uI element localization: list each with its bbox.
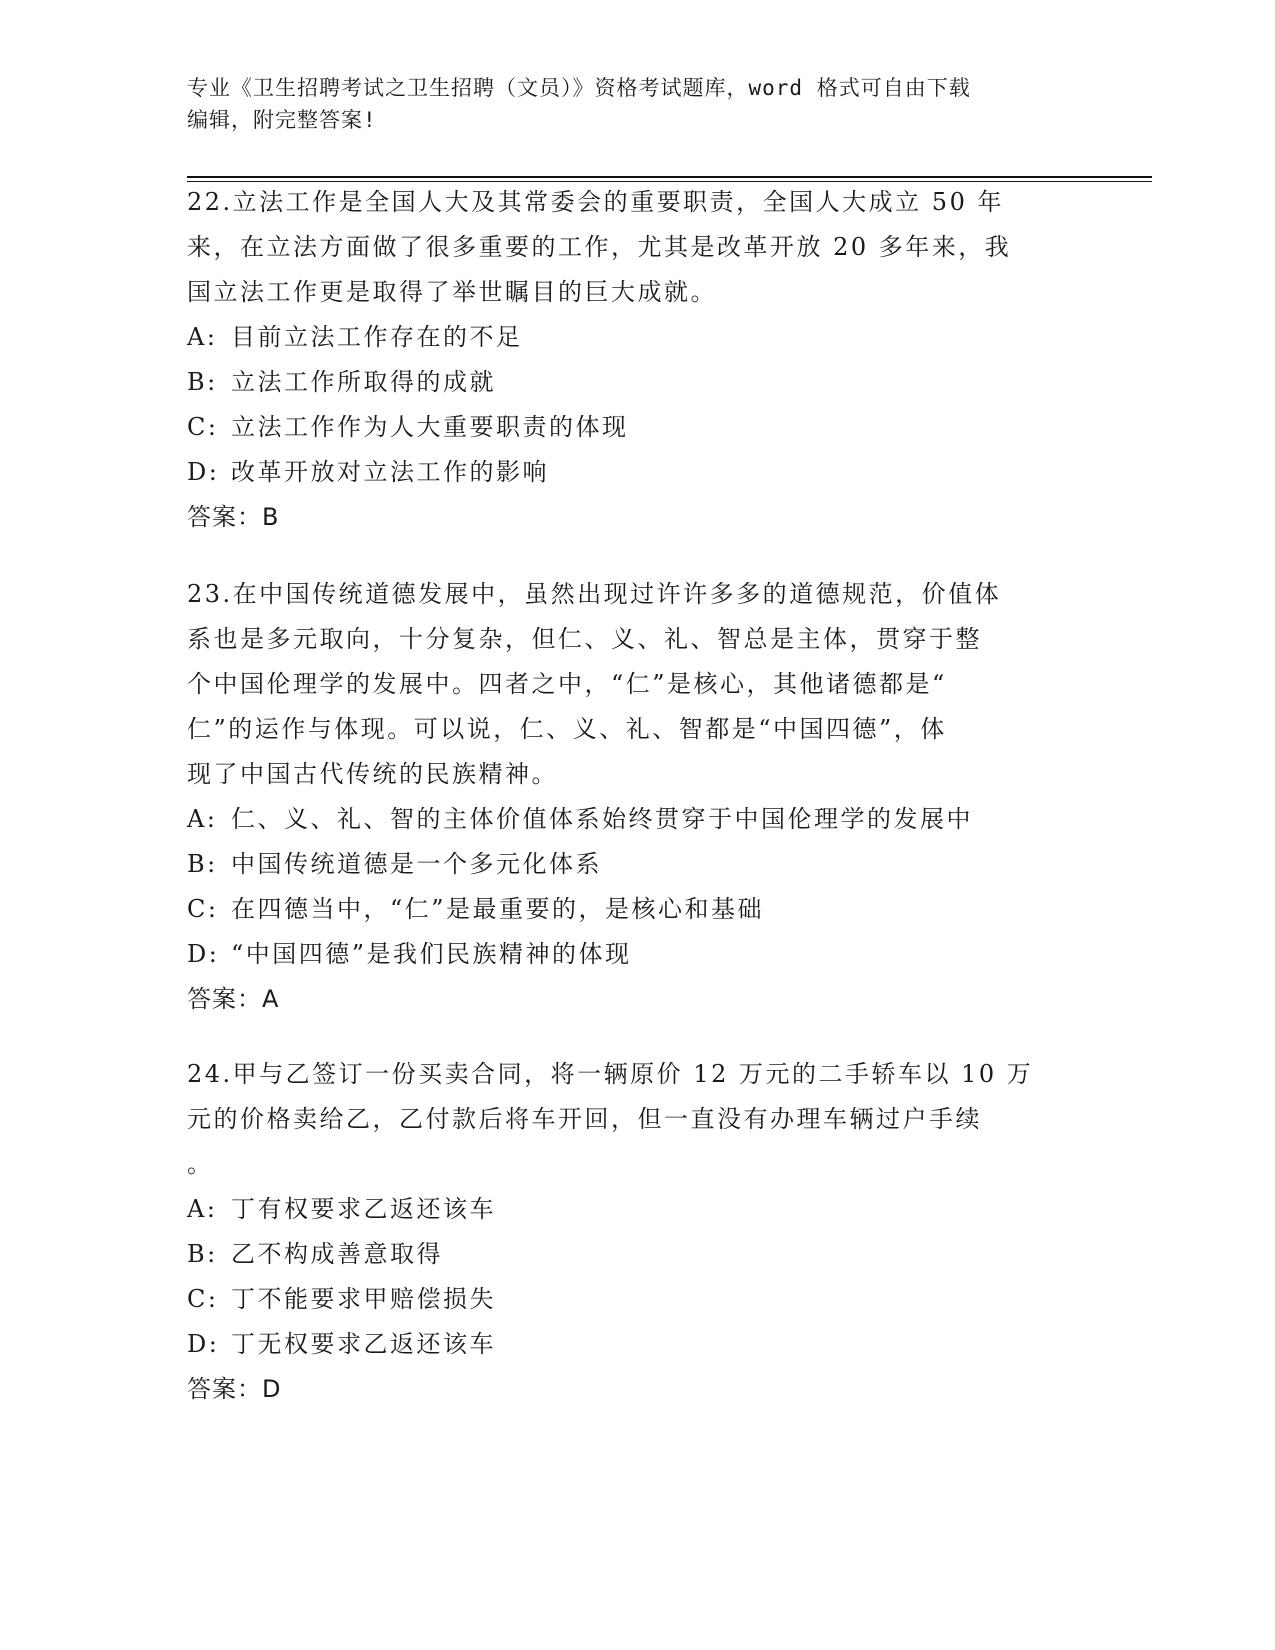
stem-line: 24.甲与乙签订一份买卖合同，将一辆原价 12 万元的二手轿车以 10 万 bbox=[187, 1060, 1034, 1088]
option-text: 乙不构成善意取得 bbox=[231, 1240, 443, 1268]
option-b bbox=[187, 360, 1087, 405]
option-d bbox=[187, 932, 1087, 977]
document-header bbox=[187, 72, 1087, 136]
question-stem bbox=[187, 180, 1087, 315]
stem-line: 现了中国古代传统的民族精神。 bbox=[187, 760, 558, 788]
option-text: “中国四德”是我们民族精神的体现 bbox=[231, 940, 632, 968]
question-23 bbox=[187, 572, 1087, 1022]
option-letter: D: bbox=[187, 1330, 220, 1358]
option-b bbox=[187, 842, 1087, 887]
option-a bbox=[187, 315, 1087, 360]
stem-line: 仁”的运作与体现。可以说，仁、义、礼、智都是“中国四德”，体 bbox=[187, 715, 947, 743]
option-letter: D: bbox=[187, 458, 220, 486]
stem-line: 23.在中国传统道德发展中，虽然出现过许许多多的道德规范，价值体 bbox=[187, 580, 1002, 608]
stem-line: 来，在立法方面做了很多重要的工作，尤其是改革开放 20 多年来，我 bbox=[187, 233, 1012, 261]
option-text: 目前立法工作存在的不足 bbox=[231, 323, 523, 351]
option-text: 改革开放对立法工作的影响 bbox=[231, 458, 549, 486]
answer-line: 答案：D bbox=[187, 1375, 282, 1403]
option-text: 仁、义、礼、智的主体价值体系始终贯穿于中国伦理学的发展中 bbox=[231, 805, 973, 833]
option-text: 丁不能要求甲赔偿损失 bbox=[231, 1285, 496, 1313]
question-stem bbox=[187, 1052, 1087, 1187]
option-text: 丁有权要求乙返还该车 bbox=[231, 1195, 496, 1223]
question-22 bbox=[187, 180, 1087, 540]
option-d bbox=[187, 1322, 1087, 1367]
option-text: 在四德当中，“仁”是最重要的，是核心和基础 bbox=[231, 895, 765, 923]
option-letter: B: bbox=[187, 368, 218, 396]
stem-line: 。 bbox=[187, 1150, 214, 1178]
question-stem bbox=[187, 572, 1087, 797]
option-a bbox=[187, 797, 1087, 842]
stem-line: 国立法工作更是取得了举世瞩目的巨大成就。 bbox=[187, 278, 717, 306]
header-line-1: 专业《卫生招聘考试之卫生招聘（文员）》资格考试题库，word 格式可自由下载 bbox=[187, 76, 971, 100]
option-letter: A: bbox=[187, 1195, 218, 1223]
answer-line: 答案：B bbox=[187, 503, 280, 531]
option-letter: D: bbox=[187, 940, 220, 968]
option-letter: C: bbox=[187, 895, 219, 923]
option-b bbox=[187, 1232, 1087, 1277]
option-d bbox=[187, 450, 1087, 495]
option-a bbox=[187, 1187, 1087, 1232]
option-letter: C: bbox=[187, 1285, 219, 1313]
option-letter: A: bbox=[187, 323, 218, 351]
option-text: 中国传统道德是一个多元化体系 bbox=[231, 850, 602, 878]
header-divider-thick bbox=[187, 176, 1152, 178]
stem-line: 22.立法工作是全国人大及其常委会的重要职责，全国人大成立 50 年 bbox=[187, 188, 1004, 216]
header-line-2: 编辑，附完整答案! bbox=[187, 108, 377, 132]
option-letter: B: bbox=[187, 1240, 218, 1268]
stem-line: 元的价格卖给乙，乙付款后将车开回，但一直没有办理车辆过户手续 bbox=[187, 1105, 982, 1133]
option-letter: C: bbox=[187, 413, 219, 441]
option-c bbox=[187, 1277, 1087, 1322]
option-c bbox=[187, 405, 1087, 450]
option-text: 立法工作作为人大重要职责的体现 bbox=[231, 413, 629, 441]
question-24 bbox=[187, 1052, 1087, 1412]
stem-line: 个中国伦理学的发展中。四者之中，“仁”是核心，其他诸德都是“ bbox=[187, 670, 947, 698]
option-text: 丁无权要求乙返还该车 bbox=[231, 1330, 496, 1358]
option-text: 立法工作所取得的成就 bbox=[231, 368, 496, 396]
option-letter: A: bbox=[187, 805, 218, 833]
option-c bbox=[187, 887, 1087, 932]
answer-line: 答案：A bbox=[187, 985, 280, 1013]
option-letter: B: bbox=[187, 850, 218, 878]
stem-line: 系也是多元取向，十分复杂，但仁、义、礼、智总是主体，贯穿于整 bbox=[187, 625, 982, 653]
